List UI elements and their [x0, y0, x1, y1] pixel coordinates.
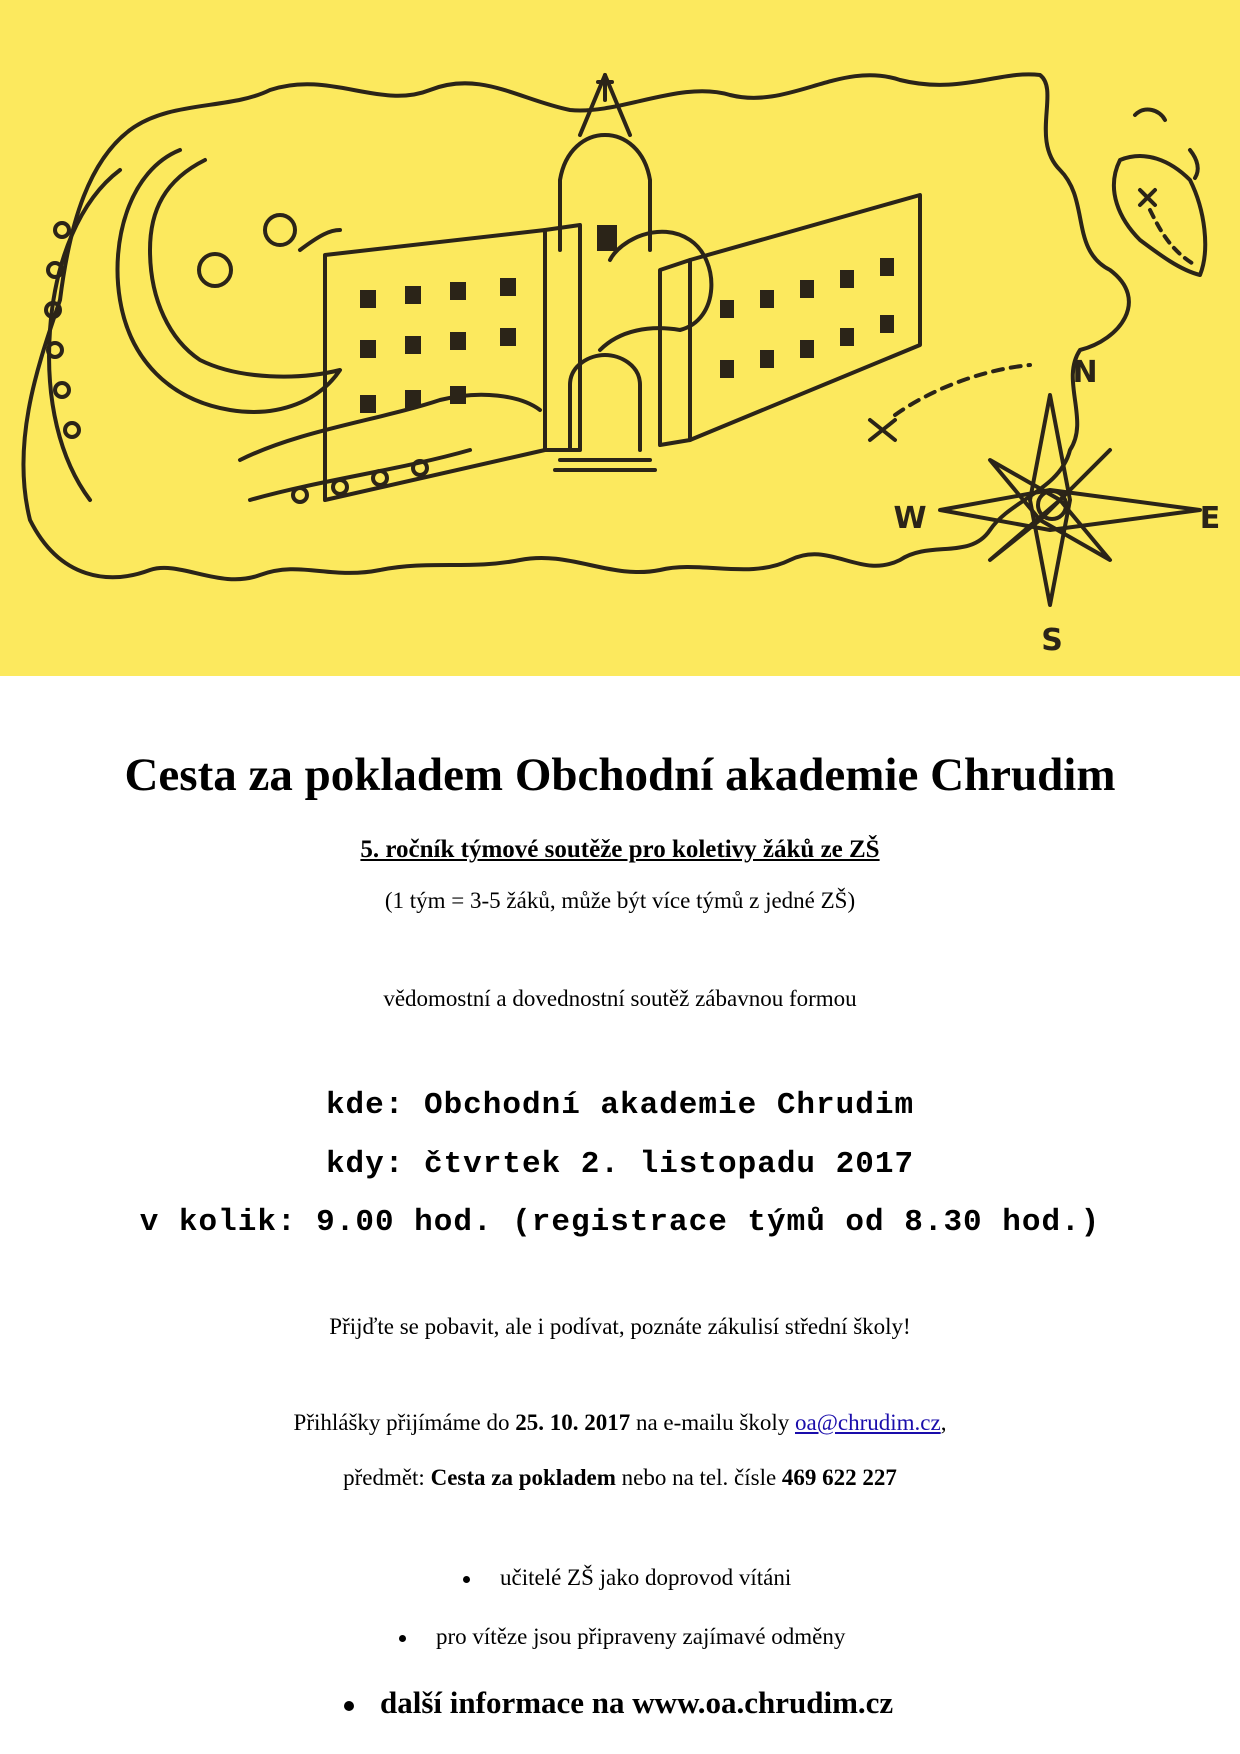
bullet-icon — [399, 1635, 406, 1642]
compass-w-label: W — [893, 501, 927, 536]
application-suffix: , — [940, 1410, 947, 1435]
subtitle: 5. ročník týmové soutěže pro koletivy žáků ze ZŠ — [360, 836, 880, 863]
page-title: Cesta za pokladem Obchodní akademie Chrudim — [124, 749, 1116, 801]
header-illustration — [0, 0, 1240, 676]
compass-s-label: S — [1041, 623, 1063, 658]
application-prefix: Přihlášky přijímáme do — [293, 1410, 516, 1435]
detail-time: v kolik: 9.00 hod. (registrace týmů od 8.30 hod.) — [139, 1205, 1101, 1240]
bullet-icon — [463, 1576, 470, 1583]
map-outline — [23, 74, 1128, 579]
list-item — [463, 1565, 791, 1591]
subject-prefix: předmět: — [343, 1465, 431, 1490]
invitation-text: Přijďte se pobavit, ale i podívat, poznáte zákulisí střední školy! — [329, 1314, 911, 1339]
phone-number: 469 622 227 — [781, 1465, 897, 1490]
team-note: (1 tým = 3-5 žáků, může být více týmů z jedné ZŠ) — [384, 888, 856, 913]
bullet-icon — [344, 1701, 354, 1711]
deadline: 25. 10. 2017 — [515, 1410, 631, 1435]
compass-rose-icon — [940, 395, 1200, 605]
list-item-text: učitelé ZŠ jako doprovod vítáni — [500, 1565, 792, 1590]
application-mid: na e-mailu školy — [630, 1410, 795, 1435]
detail-where: kde: Obchodní akademie Chrudim — [325, 1088, 915, 1123]
island — [1114, 156, 1205, 275]
application-line-1 — [0, 1410, 1240, 1436]
email-link[interactable]: oa@chrudim.cz — [795, 1410, 941, 1435]
list-item — [344, 1685, 893, 1721]
detail-when: kdy: čtvrtek 2. listopadu 2017 — [325, 1147, 915, 1182]
application-line-2 — [0, 1465, 1240, 1491]
email-subject: Cesta za pokladem — [430, 1465, 616, 1490]
compass-n-label: N — [1072, 355, 1098, 390]
list-item-text: pro vítěze jsou připraveny zajímavé odměny — [436, 1624, 846, 1649]
competition-kind: vědomostní a dovednostní soutěž zábavnou formou — [383, 986, 857, 1011]
compass-e-label: E — [1199, 501, 1221, 536]
list-item — [399, 1624, 845, 1650]
treasure-map-drawing — [0, 0, 1240, 676]
list-item-text: další informace na www.oa.chrudim.cz — [380, 1685, 894, 1720]
phone-prefix: nebo na tel. čísle — [615, 1465, 782, 1490]
